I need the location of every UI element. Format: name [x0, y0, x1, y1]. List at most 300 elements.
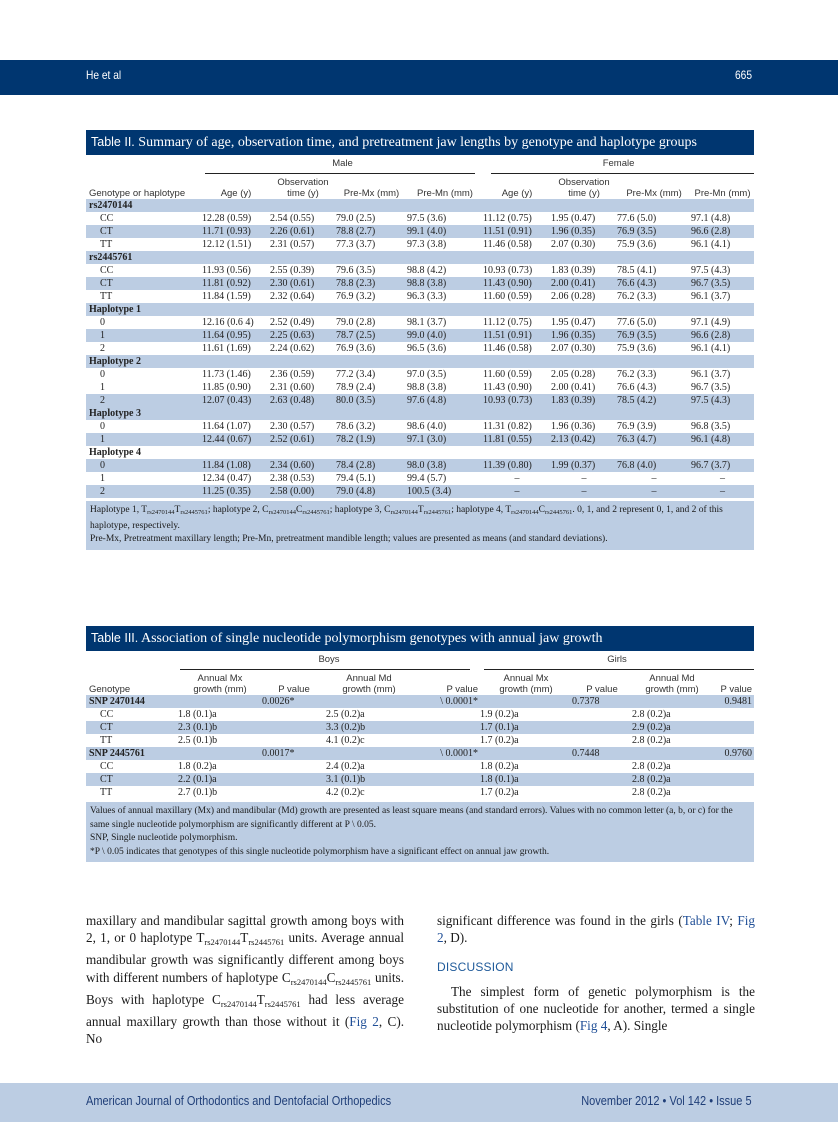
p-value-cell: [712, 760, 754, 773]
row-label: 2: [86, 485, 202, 498]
table-cell: 11.84 (1.59): [202, 291, 251, 302]
table-cell: 97.5 (3.6): [407, 213, 447, 224]
table-cell: 2.13 (0.42): [551, 433, 617, 446]
p-value-cell: [412, 721, 480, 734]
col-header-female-age: Age (y): [501, 188, 533, 199]
table-row: [86, 708, 754, 721]
table-3-grid: [86, 651, 754, 799]
table-row: [86, 786, 754, 799]
table-cell: 11.43 (0.90): [483, 382, 532, 393]
running-header: [0, 60, 838, 95]
table-section-row: [86, 747, 754, 760]
table-row: [86, 381, 754, 394]
table-cell: 12.07 (0.43): [202, 394, 270, 407]
table-cell: [326, 747, 412, 760]
table-cell: 2.26 (0.61): [270, 225, 336, 238]
table-cell: 2.55 (0.39): [270, 265, 315, 276]
table-cell: 76.3 (4.7): [617, 433, 691, 446]
link-fig-4[interactable]: Fig 4: [579, 1018, 608, 1034]
table-cell: 97.6 (4.8): [407, 394, 483, 407]
table-row: [86, 316, 754, 329]
table-cell: 1.8 (0.2)a: [178, 761, 217, 772]
table-cell: 1.99 (0.37): [551, 459, 617, 472]
col-header-girls-mx-p: P value: [586, 684, 618, 695]
paragraph-discussion: The simplest form of genetic polymorphism is the substitution of one nucleotide for another, termed a single nucleotide polymorphism (Fig 4, A). Single: [437, 983, 755, 1034]
table-row: [86, 420, 754, 433]
table-3-label: Table III.: [91, 631, 139, 645]
table-cell: 76.8 (4.0): [617, 459, 691, 472]
table-row: [86, 264, 754, 277]
table-cell: 11.61 (1.69): [202, 343, 251, 354]
table-cell: 2.54 (0.55): [270, 213, 315, 224]
table-cell: 97.1 (4.8): [691, 213, 731, 224]
row-label: 0: [100, 421, 105, 432]
table-cell: 11.25 (0.35): [202, 485, 270, 498]
table-cell: –: [651, 473, 657, 484]
row-label: CT: [86, 225, 202, 238]
table-cell: 11.84 (1.08): [202, 459, 270, 472]
table-cell: 75.9 (3.6): [617, 343, 657, 354]
table-cell: 97.5 (4.3): [691, 265, 731, 276]
row-label: 2: [100, 343, 105, 354]
table-cell: 96.1 (4.1): [691, 343, 731, 354]
table-cell: 2.07 (0.30): [551, 343, 596, 354]
table-cell: 77.3 (3.7): [336, 239, 376, 250]
table-cell: 11.39 (0.80): [483, 459, 551, 472]
table-section-row: [86, 407, 754, 420]
row-label: 1: [86, 329, 202, 342]
table-cell: 79.4 (5.1): [336, 473, 376, 484]
col-header-female-premn: Pre-Mn (mm): [694, 188, 751, 199]
table-3-title: [86, 626, 754, 651]
table-cell: 3.3 (0.2)b: [326, 721, 412, 734]
link-fig-2[interactable]: Fig 2: [349, 1014, 379, 1030]
row-label: rs2445761: [86, 251, 202, 264]
table-3-footnote-significance: *P \ 0.05 indicates that genotypes of this single nucleotide polymorphism have a significant effect on annual jaw growth.: [90, 846, 550, 857]
p-value-cell: [412, 786, 480, 799]
table-cell: –: [581, 473, 587, 484]
p-value-cell: 0.7448: [572, 747, 632, 760]
table-cell: 76.9 (3.6): [336, 343, 376, 354]
table-cell: 76.2 (3.3): [617, 369, 657, 380]
table-cell: 76.9 (3.2): [336, 291, 376, 302]
row-label: CC: [100, 761, 114, 772]
table-2-footnote-haplotypes: Haplotype 1, $T_{rs2470144}T_{rs2445761}$; haplotype 2, $C_{rs2470144}C_{rs2445761}$; haplotype 3, $C_{rs2470144}T_{rs2445761}$; haplotype 4, $T_{rs2470144}C_{rs2445761}$. 0, 1, and 2 represent 0, 1, and 2 of this haplotype, respectively.: [90, 505, 723, 531]
row-label: SNP 2445761: [86, 747, 178, 760]
row-label: rs2470144: [86, 199, 202, 212]
table-cell: 96.1 (4.8): [691, 433, 754, 446]
table-cell: 97.5 (4.3): [691, 394, 754, 407]
table-row: [86, 329, 754, 342]
p-value-cell: [572, 773, 632, 786]
p-value-cell: [412, 708, 480, 721]
table-cell: 98.0 (3.8): [407, 459, 483, 472]
table-cell: 2.38 (0.53): [270, 473, 315, 484]
table-section-row: [86, 251, 754, 264]
table-cell: 11.31 (0.82): [483, 421, 532, 432]
table-cell: 2.8 (0.2)a: [632, 709, 671, 720]
table-cell: 96.1 (3.7): [691, 369, 731, 380]
table-cell: 99.1 (4.0): [407, 225, 483, 238]
table-cell: 77.6 (5.0): [617, 317, 657, 328]
table-cell: 11.60 (0.59): [483, 291, 532, 302]
table-cell: 11.12 (0.75): [483, 213, 532, 224]
table-cell: 2.3 (0.1)b: [178, 721, 262, 734]
row-label: 0: [100, 369, 105, 380]
col-header-boys-md-p: P value: [446, 684, 478, 695]
table-cell: 1.96 (0.36): [551, 421, 596, 432]
table-cell: 12.12 (1.51): [202, 239, 252, 250]
table-cell: 96.6 (2.8): [691, 225, 754, 238]
table-row: [86, 225, 754, 238]
table-3-caption: Association of single nucleotide polymorphism genotypes with annual jaw growth: [140, 631, 603, 646]
table-cell: 2.8 (0.2)a: [632, 761, 671, 772]
table-cell: 10.93 (0.73): [483, 394, 551, 407]
table-cell: 2.24 (0.62): [270, 343, 315, 354]
table-cell: 1.95 (0.47): [551, 213, 596, 224]
table-cell: [632, 695, 712, 708]
table-cell: 2.9 (0.2)a: [632, 721, 712, 734]
table-2-label: Table II.: [91, 135, 135, 149]
row-label: 0: [86, 459, 202, 472]
table-cell: 79.0 (2.5): [336, 213, 376, 224]
table-cell: 12.34 (0.47): [202, 473, 252, 484]
table-cell: 78.5 (4.1): [617, 265, 657, 276]
table-cell: 11.43 (0.90): [483, 277, 551, 290]
table-section-row: [86, 695, 754, 708]
table-cell: 2.00 (0.41): [551, 277, 617, 290]
table-cell: 76.9 (3.5): [617, 329, 691, 342]
running-footer: [0, 1083, 838, 1122]
table-row: [86, 368, 754, 381]
body-column-left: [86, 912, 404, 1047]
table-cell: 76.9 (3.9): [617, 421, 657, 432]
table-cell: 2.8 (0.2)a: [632, 735, 671, 746]
table-cell: 11.46 (0.58): [483, 343, 532, 354]
issue-info: November 2012 • Vol 142 • Issue 5: [581, 1094, 752, 1108]
p-value-cell: [262, 721, 326, 734]
p-value-cell: 0.9760: [712, 747, 754, 760]
table-cell: 96.3 (3.3): [407, 291, 447, 302]
table-cell: 76.9 (3.5): [617, 225, 691, 238]
table-row: [86, 342, 754, 355]
table-cell: 2.2 (0.1)a: [178, 773, 262, 786]
table-cell: 96.1 (4.1): [691, 239, 731, 250]
table-row: [86, 433, 754, 446]
table-cell: 11.81 (0.55): [483, 433, 551, 446]
link-fig-2[interactable]: Fig 2: [437, 913, 755, 946]
table-section-row: [86, 199, 754, 212]
row-label: 2: [86, 394, 202, 407]
table-cell: –: [617, 485, 691, 498]
table-cell: 11.93 (0.56): [202, 265, 251, 276]
p-value-cell: [572, 786, 632, 799]
table-cell: 100.5 (3.4): [407, 485, 483, 498]
table-cell: 1.83 (0.39): [551, 394, 617, 407]
table-cell: 96.1 (3.7): [691, 291, 731, 302]
table-cell: 76.2 (3.3): [617, 291, 657, 302]
row-label: 0: [100, 317, 105, 328]
p-value-cell: 0.0026*: [262, 695, 326, 708]
table-3-footnote: [86, 802, 754, 862]
col-header-girls-md-p: P value: [720, 684, 753, 695]
table-cell: 2.5 (0.2)a: [326, 709, 365, 720]
table-2-title: [86, 130, 754, 155]
table-cell: 78.9 (2.4): [336, 382, 376, 393]
table-3-footnote-snp: SNP, Single nucleotide polymorphism.: [90, 833, 238, 843]
table-cell: 96.7 (3.5): [691, 382, 731, 393]
table-cell: 11.51 (0.91): [483, 225, 551, 238]
col-header-female-premx: Pre-Mx (mm): [626, 188, 682, 199]
table-cell: 78.7 (2.5): [336, 329, 407, 342]
table-cell: 97.3 (3.8): [407, 239, 447, 250]
table-cell: [480, 747, 572, 760]
table-cell: 11.64 (0.95): [202, 329, 270, 342]
paragraph-results: maxillary and mandibular sagittal growth among boys with 2, 1, or 0 haplotype $T_{rs2470144}T_{rs2445761}$ units. Average annual mandibular growth was significantly different among boys with different numbers of haplotype $C_{rs2470144}C_{rs2445761}$ units. Boys with haplotype $C_{rs2470144}T_{rs2445761}$ had less average annual maxillary growth than those without it (Fig 2, C). No: [86, 913, 405, 1047]
table-cell: 2.8 (0.2)a: [632, 773, 712, 786]
col-header-male-premx: Pre-Mx (mm): [343, 188, 400, 199]
page-number: 665: [734, 68, 752, 82]
row-label: Haplotype 3: [86, 407, 202, 420]
table-section-row: [86, 446, 754, 459]
table-cell: 99.4 (5.7): [407, 473, 447, 484]
row-label: 1: [86, 433, 202, 446]
table-cell: 97.1 (3.0): [407, 433, 483, 446]
table-cell: 1.7 (0.2)a: [480, 735, 519, 746]
table-cell: 96.5 (3.6): [407, 343, 447, 354]
table-cell: 2.30 (0.61): [270, 277, 336, 290]
p-value-cell: [262, 786, 326, 799]
table-cell: 2.00 (0.41): [551, 382, 596, 393]
table-row: [86, 238, 754, 251]
group-header-female: Female: [483, 155, 754, 177]
table-cell: 78.2 (1.9): [336, 433, 407, 446]
body-column-right: [437, 912, 755, 1034]
table-cell: [326, 695, 412, 708]
table-cell: 76.6 (4.3): [617, 277, 691, 290]
table-cell: 79.6 (3.5): [336, 265, 376, 276]
table-cell: [632, 747, 712, 760]
table-cell: 98.8 (3.8): [407, 277, 483, 290]
table-cell: 11.12 (0.75): [483, 317, 532, 328]
table-cell: [178, 747, 262, 760]
table-cell: 2.31 (0.57): [270, 239, 315, 250]
p-value-cell: 0.9481: [712, 695, 754, 708]
row-label: CC: [100, 265, 114, 276]
table-cell: 78.8 (2.3): [336, 277, 407, 290]
p-value-cell: [712, 786, 754, 799]
table-cell: 80.0 (3.5): [336, 394, 407, 407]
table-row: [86, 472, 754, 485]
table-cell: 98.8 (4.2): [407, 265, 447, 276]
row-label: 1: [100, 473, 105, 484]
table-3-footnote-values: Values of annual maxillary (Mx) and mandibular (Md) growth are presented as least square means (and standard errors). Values with no common letter (a, b, or c) for the same single nucleotide polymorphism are significantly different at P \ 0.05.: [90, 806, 733, 830]
table-2: [86, 130, 754, 550]
p-value-cell: [262, 734, 326, 747]
table-cell: –: [720, 473, 726, 484]
table-2-grid: [86, 155, 754, 498]
table-cell: 1.96 (0.35): [551, 329, 617, 342]
table-cell: 96.8 (3.5): [691, 421, 731, 432]
table-row: [86, 734, 754, 747]
row-label: Haplotype 4: [89, 447, 141, 458]
p-value-cell: 0.7378: [572, 695, 632, 708]
p-value-cell: [412, 773, 480, 786]
group-header-boys: Boys: [178, 651, 480, 673]
row-label: 1: [100, 382, 105, 393]
table-cell: 11.46 (0.58): [483, 239, 532, 250]
table-cell: 12.16 (0.6 4): [202, 317, 254, 328]
row-label: TT: [100, 291, 113, 302]
p-value-cell: [712, 773, 754, 786]
table-2-footnote: [86, 501, 754, 550]
table-cell: 1.95 (0.47): [551, 317, 596, 328]
table-cell: –: [514, 473, 520, 484]
p-value-cell: [712, 721, 754, 734]
row-label: TT: [100, 787, 113, 798]
table-row: [86, 485, 754, 498]
row-label: CT: [86, 277, 202, 290]
running-header-author: He et al: [86, 68, 122, 82]
table-cell: 78.8 (2.7): [336, 225, 407, 238]
table-cell: 1.83 (0.39): [551, 265, 596, 276]
table-row: [86, 459, 754, 472]
table-cell: 1.8 (0.2)a: [480, 761, 519, 772]
table-cell: 98.6 (4.0): [407, 421, 447, 432]
row-label: TT: [100, 735, 113, 746]
table-cell: 11.81 (0.92): [202, 277, 270, 290]
table-cell: 96.7 (3.5): [691, 277, 754, 290]
col-header-genotype: Genotype: [89, 684, 131, 695]
p-value-cell: [572, 760, 632, 773]
table-cell: 12.44 (0.67): [202, 433, 270, 446]
row-label: SNP 2470144: [86, 695, 178, 708]
table-cell: 77.6 (5.0): [617, 213, 657, 224]
section-heading-discussion: DISCUSSION: [437, 960, 514, 975]
table-cell: 97.0 (3.5): [407, 369, 447, 380]
table-cell: 4.2 (0.2)c: [326, 787, 365, 798]
table-cell: 1.7 (0.2)a: [480, 787, 519, 798]
col-header-male-obs: Observation time (y): [277, 177, 329, 199]
table-cell: 78.6 (3.2): [336, 421, 376, 432]
table-cell: 2.36 (0.59): [270, 369, 315, 380]
table-cell: 11.71 (0.93): [202, 225, 270, 238]
p-value-cell: [412, 734, 480, 747]
table-row: [86, 212, 754, 225]
table-cell: 2.34 (0.60): [270, 459, 336, 472]
col-header-girls-mx: Annual Mx growth (mm): [499, 673, 553, 695]
p-value-cell: [412, 760, 480, 773]
row-label: Haplotype 1: [86, 303, 202, 316]
p-value-cell: [262, 708, 326, 721]
table-cell: 2.4 (0.2)a: [326, 761, 365, 772]
table-cell: 1.9 (0.2)a: [480, 709, 519, 720]
table-cell: [178, 695, 262, 708]
group-header-girls: Girls: [480, 651, 754, 673]
col-header-male-premn: Pre-Mn (mm): [417, 188, 473, 199]
col-header-female-obs: Observation time (y): [558, 177, 610, 199]
p-value-cell: [262, 773, 326, 786]
table-row: [86, 394, 754, 407]
table-cell: 79.0 (2.8): [336, 317, 376, 328]
col-header-boys-mx: Annual Mx growth (mm): [193, 673, 247, 695]
row-label: Haplotype 2: [86, 355, 202, 368]
table-cell: 1.96 (0.35): [551, 225, 617, 238]
table-section-row: [86, 303, 754, 316]
table-cell: 2.5 (0.1)b: [178, 735, 218, 746]
col-header-genotype: Genotype or haplotype: [89, 188, 186, 199]
table-cell: 2.06 (0.28): [551, 291, 596, 302]
table-row: [86, 760, 754, 773]
table-row: [86, 773, 754, 786]
p-value-cell: 0.0017*: [262, 747, 326, 760]
col-header-boys-mx-p: P value: [278, 684, 310, 695]
table-cell: 11.60 (0.59): [483, 369, 532, 380]
p-value-cell: [572, 721, 632, 734]
col-header-male-age: Age (y): [220, 188, 252, 199]
row-label: CC: [100, 213, 114, 224]
table-cell: 96.7 (3.7): [691, 459, 754, 472]
paragraph-results-cont: significant difference was found in the girls (Table IV; Fig 2, D).: [437, 913, 755, 946]
table-cell: 2.63 (0.48): [270, 394, 336, 407]
table-cell: 2.05 (0.28): [551, 369, 596, 380]
p-value-cell: [572, 734, 632, 747]
table-cell: 76.6 (4.3): [617, 382, 657, 393]
table-cell: 2.32 (0.64): [270, 291, 315, 302]
table-cell: –: [551, 485, 617, 498]
table-row: [86, 277, 754, 290]
row-label: CT: [86, 721, 178, 734]
table-cell: 11.85 (0.90): [202, 382, 251, 393]
p-value-cell: \ 0.0001*: [412, 747, 480, 760]
link-table-4[interactable]: Table IV: [682, 913, 730, 928]
table-cell: 1.7 (0.1)a: [480, 721, 572, 734]
table-cell: 77.2 (3.4): [336, 369, 376, 380]
table-cell: 75.9 (3.6): [617, 239, 657, 250]
table-cell: 2.58 (0.00): [270, 485, 336, 498]
table-cell: 78.4 (2.8): [336, 459, 407, 472]
row-label: TT: [100, 239, 113, 250]
p-value-cell: [572, 708, 632, 721]
table-cell: 99.0 (4.0): [407, 329, 483, 342]
table-3: [86, 626, 754, 862]
table-cell: 4.1 (0.2)c: [326, 735, 365, 746]
table-2-footnote-abbrev: Pre-Mx, Pretreatment maxillary length; Pre-Mn, pretreatment mandible length; values are presented as means (and standard deviations).: [90, 534, 608, 544]
table-cell: 2.7 (0.1)b: [178, 787, 218, 798]
table-row: [86, 721, 754, 734]
table-2-caption: Summary of age, observation time, and pretreatment jaw lengths by genotype and haplotype groups: [138, 135, 697, 150]
table-cell: 96.6 (2.8): [691, 329, 754, 342]
col-header-boys-md: Annual Md growth (mm): [342, 673, 396, 695]
table-cell: [480, 695, 572, 708]
journal-name: American Journal of Orthodontics and Dentofacial Orthopedics: [86, 1094, 392, 1108]
table-cell: 2.25 (0.63): [270, 329, 336, 342]
table-cell: 3.1 (0.1)b: [326, 773, 412, 786]
table-cell: 11.64 (1.07): [202, 421, 251, 432]
table-cell: 78.5 (4.2): [617, 394, 691, 407]
table-cell: 98.1 (3.7): [407, 317, 447, 328]
table-cell: 10.93 (0.73): [483, 265, 533, 276]
table-section-row: [86, 355, 754, 368]
row-label: CC: [100, 709, 114, 720]
table-cell: –: [483, 485, 551, 498]
table-cell: 2.07 (0.30): [551, 239, 596, 250]
table-cell: –: [691, 485, 754, 498]
table-cell: 12.28 (0.59): [202, 213, 252, 224]
table-cell: 1.8 (0.1)a: [480, 773, 572, 786]
table-cell: 98.8 (3.8): [407, 382, 447, 393]
table-cell: 2.52 (0.49): [270, 317, 315, 328]
